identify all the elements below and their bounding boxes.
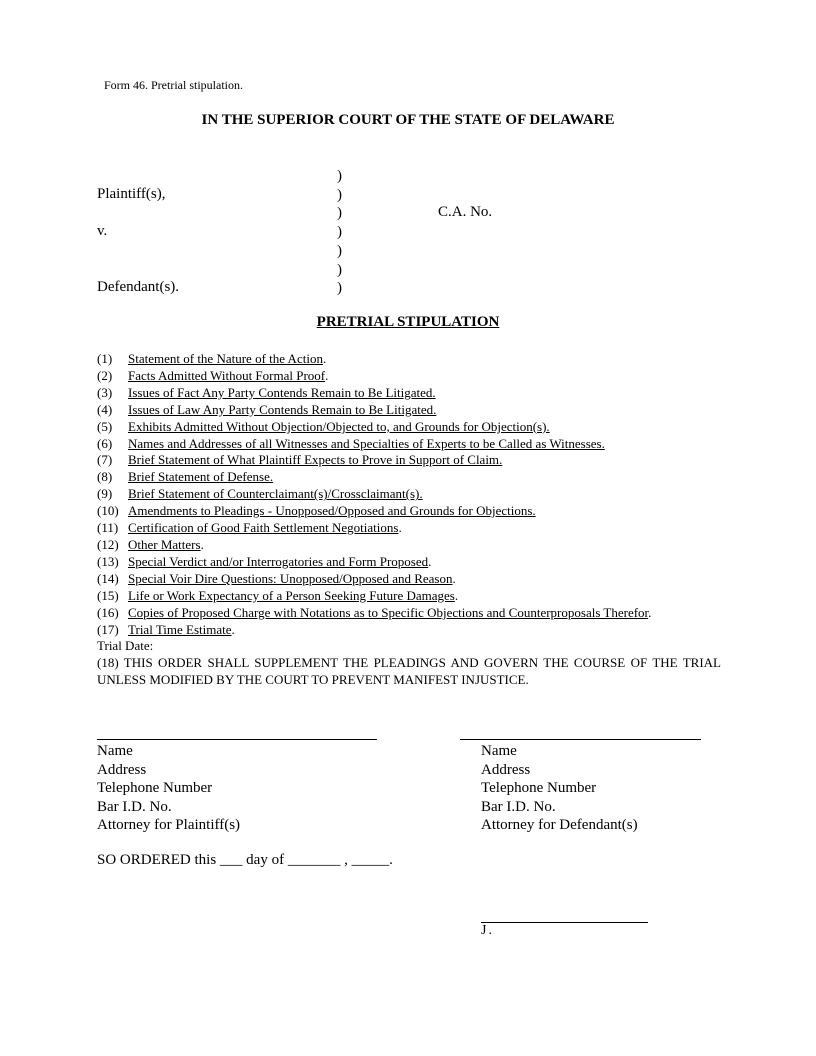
caption-paren: ) (337, 242, 342, 259)
item-text: Brief Statement of Counterclaimant(s)/Crossclaimant(s). (128, 486, 423, 502)
item-text: Special Voir Dire Questions: Unopposed/Opposed and Reason (128, 570, 453, 586)
list-item (97, 419, 727, 436)
item-suffix: . (231, 621, 235, 637)
item-number: (8) (97, 469, 113, 485)
item-number: (16) (97, 604, 119, 620)
list-item (97, 537, 727, 554)
sig-phone: Telephone Number (97, 780, 213, 797)
item-number: (10) (97, 503, 119, 519)
caption-parentheses (337, 167, 342, 298)
item-number: (14) (97, 570, 119, 586)
item-text: Exhibits Admitted Without Objection/Objected to, and Grounds for Objection(s). (128, 418, 550, 434)
list-item (97, 452, 727, 469)
caption-paren: ) (337, 261, 342, 278)
defendant-signature-line (460, 739, 701, 740)
item-text: Amendments to Pleadings - Unopposed/Opposed and Grounds for Objections. (128, 503, 536, 519)
item-number: (17) (97, 621, 119, 637)
so-ordered-line: SO ORDERED this ___ day of _______ , _____. (97, 852, 393, 868)
item-text: Brief Statement of What Plaintiff Expects to Prove in Support of Claim. (128, 452, 503, 468)
caption-paren: ) (337, 186, 342, 203)
sig-address: Address (97, 761, 147, 778)
item-text: Special Verdict and/or Interrogatories and Form Proposed (128, 553, 429, 569)
item-number: (4) (97, 401, 113, 417)
sig-bar-id: Bar I.D. No. (97, 798, 172, 815)
list-item (97, 503, 727, 520)
item-suffix: . (200, 536, 204, 552)
item-text: Trial Time Estimate (128, 621, 232, 637)
item-number: (15) (97, 587, 119, 603)
list-item (97, 554, 727, 571)
list-item (97, 436, 727, 453)
list-item (97, 588, 727, 605)
item-text: Names and Addresses of all Witnesses and Specialties of Experts to be Called as Witnesses. (128, 435, 605, 451)
item-number: (6) (97, 435, 113, 451)
item-number: (2) (97, 367, 113, 383)
judge-signature-line (481, 922, 648, 923)
list-item (97, 571, 727, 588)
versus-label: v. (97, 223, 108, 239)
caption-paren: ) (337, 224, 342, 241)
sig-address: Address (481, 761, 531, 778)
sig-bar-id: Bar I.D. No. (481, 798, 556, 815)
item-number: (9) (97, 486, 113, 502)
item-suffix: . (454, 587, 459, 603)
court-title: IN THE SUPERIOR COURT OF THE STATE OF DELAWARE (201, 112, 615, 128)
list-item (97, 385, 727, 402)
item-number: (11) (97, 520, 119, 536)
sig-phone: Telephone Number (481, 780, 597, 797)
list-item (97, 486, 727, 503)
item-text: Certification of Good Faith Settlement Negotiations (128, 520, 399, 536)
item-suffix: . (325, 367, 329, 383)
defendant-signature-block (481, 742, 638, 835)
form-label: Form 46. Pretrial stipulation. (104, 78, 243, 92)
order-paragraph: (18) THIS ORDER SHALL SUPPLEMENT THE PLEADINGS AND GOVERN THE COURSE OF THE TRIAL UNLESS MODIFIED BY THE COURT TO PREVENT MANIFEST INJUSTICE. (97, 655, 721, 688)
item-number: (1) (97, 351, 113, 366)
caption-paren: ) (337, 280, 342, 297)
defendant-label: Defendant(s). (97, 279, 180, 295)
judge-label: J. (481, 923, 494, 938)
item-text: Life or Work Expectancy of a Person Seeking Future Damages (128, 587, 455, 603)
item-text: Other Matters (128, 536, 201, 552)
sig-role: Attorney for Plaintiff(s) (97, 817, 241, 834)
item-text: Brief Statement of Defense. (128, 469, 274, 485)
list-item (97, 402, 727, 419)
list-item (97, 368, 727, 385)
trial-date-label: Trial Date: (97, 638, 154, 654)
list-item (97, 520, 727, 537)
list-item (97, 351, 727, 368)
sig-name: Name (481, 743, 517, 759)
item-number: (13) (97, 553, 119, 569)
stipulation-title: PRETRIAL STIPULATION (316, 314, 500, 330)
list-item (97, 469, 727, 486)
item-text: Facts Admitted Without Formal Proof (128, 367, 326, 383)
item-suffix: . (648, 604, 652, 620)
sig-name: Name (97, 743, 133, 759)
list-item (97, 622, 727, 639)
plaintiff-signature-line (97, 739, 377, 740)
item-text: Statement of the Nature of the Action (128, 351, 323, 366)
sig-role: Attorney for Defendant(s) (481, 817, 638, 834)
item-suffix: . (428, 553, 432, 569)
plaintiff-signature-block (97, 742, 240, 835)
item-suffix: . (322, 351, 327, 366)
item-text: Issues of Law Any Party Contends Remain to Be Litigated. (128, 401, 437, 417)
item-text: Copies of Proposed Charge with Notations as to Specific Objections and Counterproposals Therefor (128, 604, 649, 620)
item-number: (5) (97, 418, 113, 434)
item-number: (7) (97, 452, 113, 468)
plaintiff-label: Plaintiff(s), (97, 186, 166, 202)
caption-paren: ) (337, 205, 342, 222)
item-suffix: . (452, 570, 456, 586)
item-number: (3) (97, 384, 113, 400)
item-text: Issues of Fact Any Party Contends Remain to Be Litigated. (128, 384, 436, 400)
stipulation-items (97, 351, 727, 689)
case-number-label: C.A. No. (438, 204, 493, 220)
item-number: (12) (97, 536, 119, 552)
list-item (97, 605, 727, 622)
caption-paren: ) (337, 168, 342, 184)
item-suffix: . (398, 520, 402, 536)
